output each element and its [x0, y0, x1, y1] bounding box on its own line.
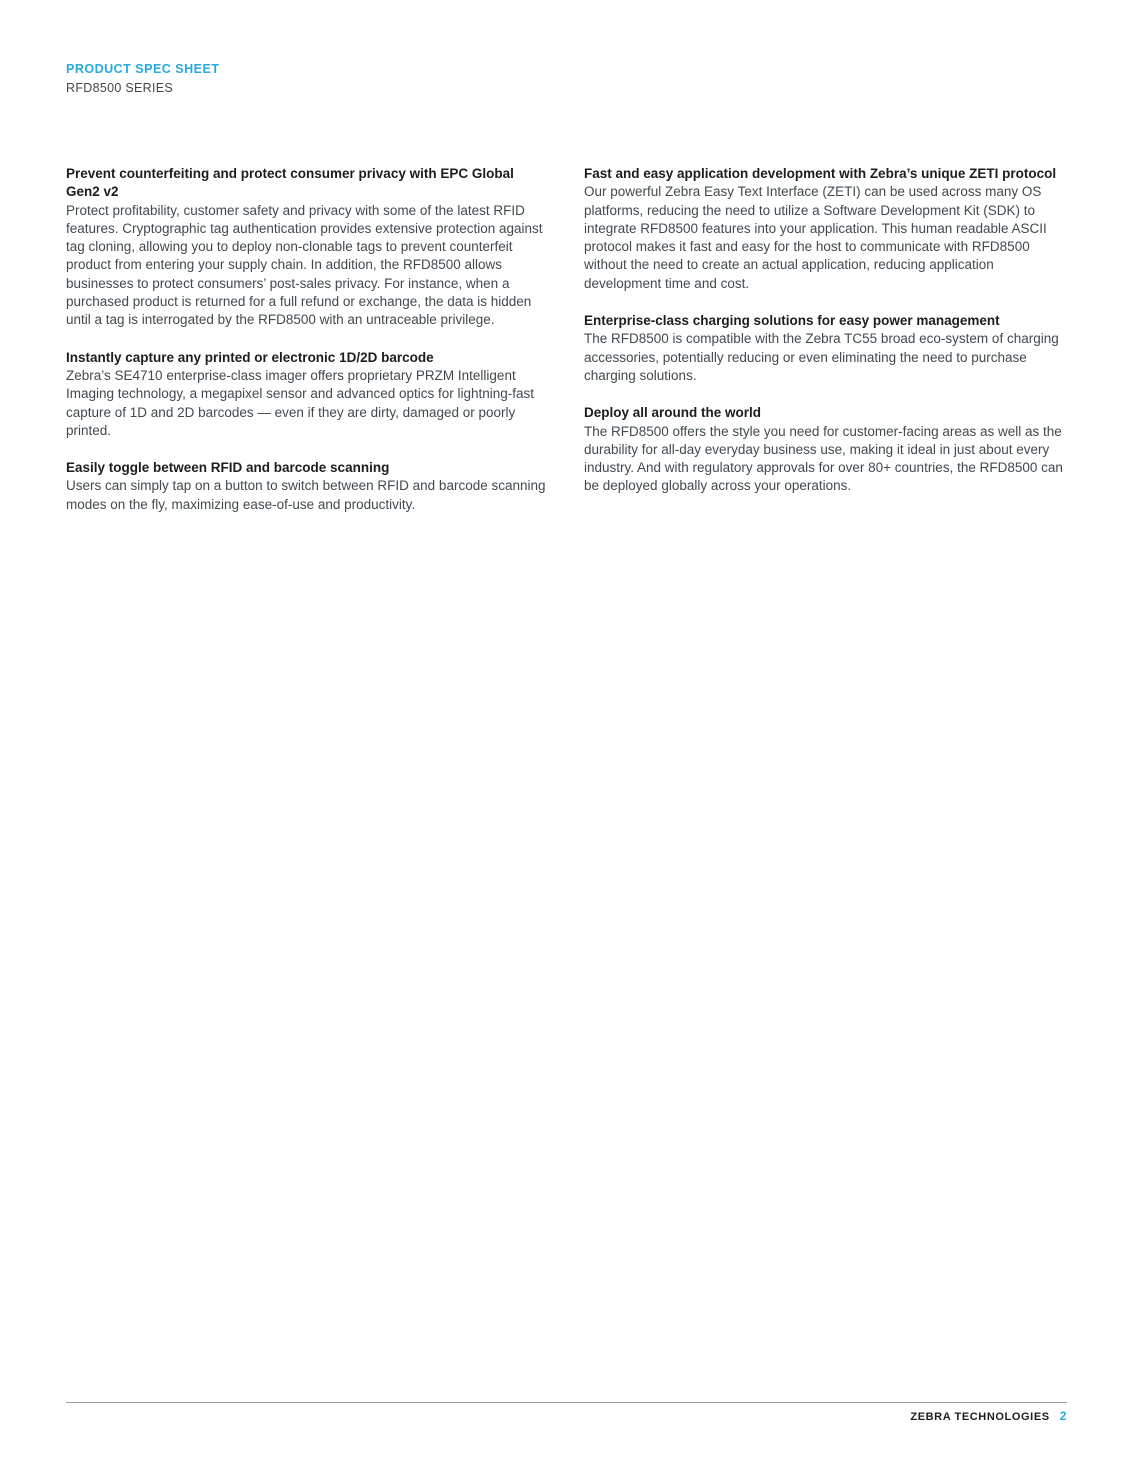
section-heading: Fast and easy application development with Zebra’s unique ZETI protocol [584, 166, 1057, 181]
section-heading: Prevent counterfeiting and protect consumer privacy with EPC Global Gen2 v2 [66, 166, 514, 200]
page-number: 2 [1059, 1409, 1067, 1423]
section-barcode-capture [66, 349, 546, 440]
right-column [584, 165, 1064, 533]
footer-company-name: ZEBRA TECHNOLOGIES [910, 1411, 1050, 1423]
section-heading: Enterprise-class charging solutions for easy power management [584, 313, 1000, 329]
left-column [66, 165, 546, 533]
section-heading: Easily toggle between RFID and barcode scanning [66, 460, 390, 476]
section-body: Our powerful Zebra Easy Text Interface (ZETI) can be used across many OS platforms, reducing the need to utilize a Software Development Kit (SDK) to integrate RFD8500 features into your application. This human readable ASCII protocol makes it fast and easy for the host to communicate with RFD8500 without the need to create an actual application, reducing application development time and cost. [584, 184, 1047, 291]
section-heading: Deploy all around the world [584, 405, 762, 421]
two-column-body [66, 165, 1067, 533]
section-body: Zebra’s SE4710 enterprise-class imager offers proprietary PRZM Intelligent Imaging technology, a megapixel sensor and advanced optics for lightning-fast capture of 1D and 2D barcodes — even if they are dirty, damaged or poorly printed. [66, 367, 535, 438]
section-body: Users can simply tap on a button to switch between RFID and barcode scanning modes on the fly, maximizing ease-of-use and productivity. [66, 478, 546, 512]
product-spec-sheet-label: PRODUCT SPEC SHEET [66, 62, 220, 76]
section-toggle-scanning [66, 459, 546, 514]
section-body: The RFD8500 is compatible with the Zebra TC55 broad eco-system of charging accessories, potentially reducing or even eliminating the need to purchase charging solutions. [584, 331, 1059, 383]
series-title: RFD8500 SERIES [66, 81, 174, 95]
section-body: Protect profitability, customer safety and privacy with some of the latest RFID features. Cryptographic tag authentication provides extensive protection against tag cloning, allowing you to deploy non-clonable tags to prevent counterfeit product from entering your supply chain. In addition, the RFD8500 allows businesses to protect consumers’ post-sales privacy. For instance, when a purchased product is returned for a full refund or exchange, the data is hidden until a tag is interrogated by the RFD8500 with an untraceable privilege. [66, 202, 543, 328]
section-heading: Instantly capture any printed or electronic 1D/2D barcode [66, 349, 434, 365]
document-header [66, 62, 219, 96]
section-deploy-world [584, 404, 1064, 495]
page-footer [910, 1409, 1067, 1424]
footer-divider [66, 1402, 1067, 1403]
section-charging-solutions [584, 312, 1064, 385]
section-body: The RFD8500 offers the style you need for customer-facing areas as well as the durability for all-day everyday business use, making it ideal in just about every industry. And with regulatory approvals for over 80+ countries, the RFD8500 can be deployed globally across your operations. [584, 423, 1063, 494]
section-zeti-protocol [584, 165, 1064, 293]
section-counterfeiting [66, 165, 546, 330]
